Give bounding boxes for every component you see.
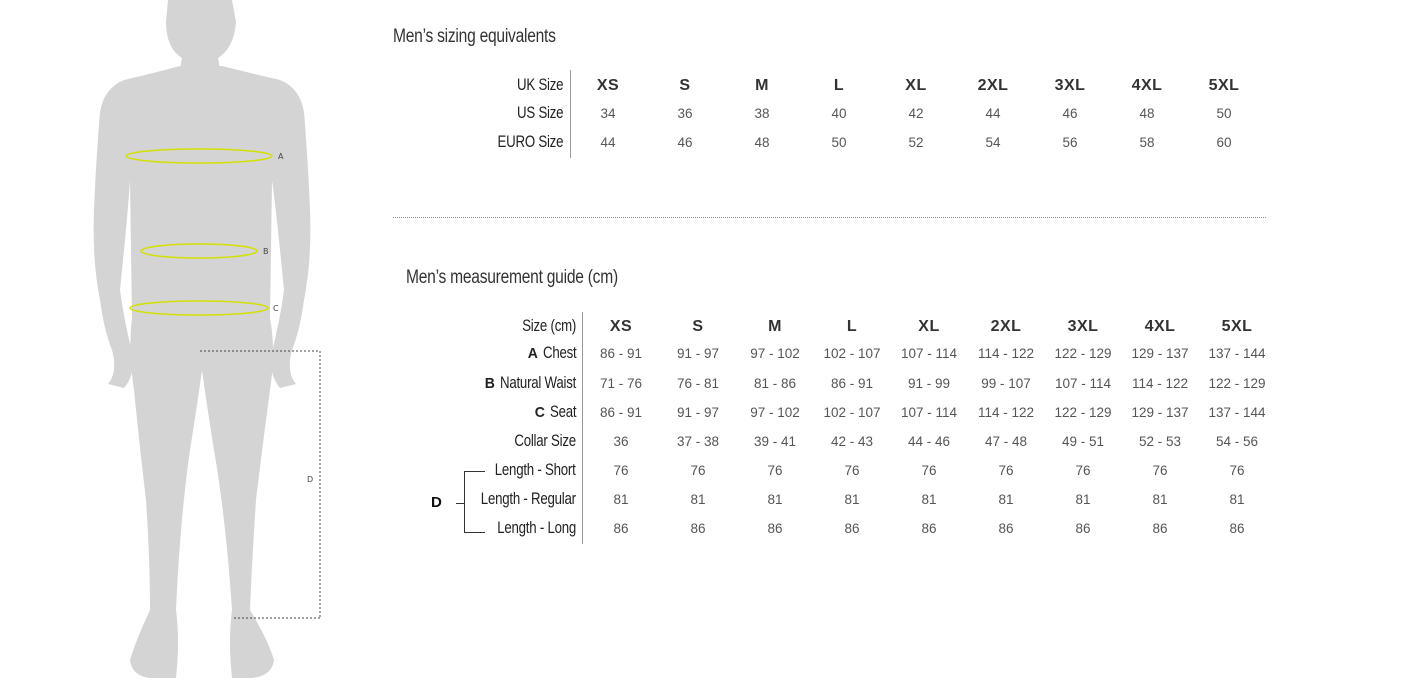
guide-size-header: L (846, 318, 858, 335)
guide-row-letter: B (484, 375, 495, 392)
guide-cell: 42 - 43 (830, 434, 874, 449)
guide-row-text: Seat (549, 402, 576, 421)
guide-row-text: Chest (542, 343, 576, 362)
guide-size-header: XL (918, 318, 940, 335)
guide-cell: 76 (690, 463, 706, 478)
equivalents-cell: 50 (831, 135, 847, 150)
guide-cell: 81 (844, 492, 860, 507)
guide-cell: 91 - 97 (676, 346, 720, 361)
guide-cell: 102 - 107 (823, 405, 881, 420)
section-separator (393, 217, 1266, 218)
equivalents-size-header: 5XL (1208, 77, 1240, 94)
marker-a: A (278, 152, 284, 161)
guide-cell: 97 - 102 (750, 405, 800, 420)
guide-cell: 107 - 114 (900, 346, 958, 361)
equivalents-size-header: L (833, 77, 845, 94)
equivalents-size-header: XS (596, 77, 620, 94)
guide-cell: 86 - 91 (830, 376, 874, 391)
guide-cell: 81 (690, 492, 706, 507)
length-bracket-tick (456, 503, 464, 504)
guide-cell: 81 (767, 492, 783, 507)
guide-cell: 107 - 114 (900, 405, 958, 420)
guide-cell: 52 - 53 (1138, 434, 1182, 449)
guide-cell: 76 - 81 (676, 376, 720, 391)
guide-row-label (485, 373, 576, 393)
guide-size-header: M (768, 318, 782, 335)
guide-cell: 86 (690, 521, 706, 536)
guide-cell: 114 - 122 (977, 346, 1035, 361)
guide-cell: 76 (613, 463, 629, 478)
guide-cell: 107 - 114 (1054, 376, 1112, 391)
guide-cell: 76 (844, 463, 860, 478)
guide-row-label (514, 431, 576, 451)
equivalents-cell: 40 (831, 106, 847, 121)
guide-cell: 81 (921, 492, 937, 507)
sizing-equivalents-title: Men’s sizing equivalents (393, 26, 556, 47)
guide-row-text: Length - Short (495, 460, 576, 479)
guide-cell: 86 (998, 521, 1014, 536)
guide-cell: 86 (1229, 521, 1245, 536)
guide-cell: 122 - 129 (1054, 405, 1112, 420)
guide-cell: 47 - 48 (984, 434, 1028, 449)
equivalents-cell: 42 (908, 106, 924, 121)
guide-cell: 81 (1229, 492, 1245, 507)
equivalents-cell: 60 (1216, 135, 1232, 150)
guide-cell: 137 - 144 (1208, 346, 1266, 361)
measurement-guide-title: Men’s measurement guide (cm) (406, 267, 618, 288)
guide-size-header: 3XL (1067, 318, 1099, 335)
guide-cell: 114 - 122 (1131, 376, 1189, 391)
guide-row-label (481, 489, 576, 509)
equivalents-size-header: XL (905, 77, 927, 94)
guide-cell: 102 - 107 (823, 346, 881, 361)
guide-cell: 86 (1152, 521, 1168, 536)
guide-cell: 76 (998, 463, 1014, 478)
guide-row-label (495, 460, 576, 480)
guide-cell: 81 (613, 492, 629, 507)
guide-size-header: XS (609, 318, 633, 335)
guide-cell: 129 - 137 (1131, 346, 1189, 361)
guide-size-header: 2XL (990, 318, 1022, 335)
guide-cell: 97 - 102 (750, 346, 800, 361)
guide-cell: 36 (613, 434, 629, 449)
body-figure (0, 0, 345, 692)
guide-size-header: S (692, 318, 704, 335)
guide-row-label (497, 518, 576, 538)
guide-cell: 122 - 129 (1208, 376, 1266, 391)
equivalents-size-header: 4XL (1131, 77, 1163, 94)
length-bracket (464, 471, 485, 533)
equivalents-cell: 50 (1216, 106, 1232, 121)
equivalents-cell: 44 (985, 106, 1001, 121)
equivalents-size-header: S (679, 77, 691, 94)
guide-cell: 86 (844, 521, 860, 536)
marker-b: B (263, 247, 269, 256)
guide-cell: 49 - 51 (1061, 434, 1105, 449)
guide-row-text: Length - Long (497, 518, 576, 537)
guide-cell: 76 (921, 463, 937, 478)
guide-cell: 137 - 144 (1208, 405, 1266, 420)
equivalents-size-header: M (755, 77, 769, 94)
guide-cell: 76 (1229, 463, 1245, 478)
equivalents-cell: 58 (1139, 135, 1155, 150)
guide-cell: 86 (767, 521, 783, 536)
equivalents-cell: 46 (1062, 106, 1078, 121)
equivalents-cell: 44 (600, 135, 616, 150)
guide-cell: 81 (998, 492, 1014, 507)
guide-cell: 37 - 38 (676, 434, 720, 449)
guide-cell: 114 - 122 (977, 405, 1035, 420)
guide-cell: 129 - 137 (1131, 405, 1189, 420)
guide-cell: 76 (767, 463, 783, 478)
guide-row-text: Length - Regular (480, 489, 576, 508)
guide-row-label (528, 343, 576, 363)
equivalents-row-label: UK Size (516, 75, 563, 94)
guide-cell: 91 - 97 (676, 405, 720, 420)
guide-cell: 122 - 129 (1054, 346, 1112, 361)
equivalents-cell: 38 (754, 106, 770, 121)
equivalents-cell: 34 (600, 106, 616, 121)
guide-cell: 99 - 107 (981, 376, 1031, 391)
equivalents-row-label: US Size (516, 103, 563, 122)
guide-cell: 71 - 76 (599, 376, 643, 391)
equivalents-size-header: 3XL (1054, 77, 1086, 94)
guide-cell: 86 (1075, 521, 1091, 536)
guide-cell: 86 - 91 (599, 405, 643, 420)
guide-cell: 54 - 56 (1215, 434, 1259, 449)
guide-row-text: Natural Waist (499, 373, 576, 392)
marker-c: C (273, 304, 279, 313)
guide-cell: 91 - 99 (907, 376, 951, 391)
guide-cell: 86 - 91 (599, 346, 643, 361)
equivalents-cell: 56 (1062, 135, 1078, 150)
guide-cell: 39 - 41 (753, 434, 797, 449)
guide-cell: 81 (1152, 492, 1168, 507)
guide-cell: 81 (1075, 492, 1091, 507)
equivalents-cell: 52 (908, 135, 924, 150)
guide-size-header: 5XL (1221, 318, 1253, 335)
guide-row-letter: C (534, 404, 545, 421)
equivalents-cell: 54 (985, 135, 1001, 150)
guide-row-label (535, 402, 576, 422)
equivalents-size-header: 2XL (977, 77, 1009, 94)
equivalents-cell: 46 (677, 135, 693, 150)
guide-cell: 86 (613, 521, 629, 536)
guide-cell: 81 - 86 (753, 376, 797, 391)
silhouette-illustration (0, 0, 345, 692)
marker-d: D (307, 475, 314, 484)
guide-row-letter: A (527, 345, 538, 362)
guide-row-text: Collar Size (514, 431, 576, 450)
length-d-label: D (431, 494, 442, 511)
equivalents-cell: 48 (1139, 106, 1155, 121)
guide-cell: 44 - 46 (907, 434, 951, 449)
guide-size-header: 4XL (1144, 318, 1176, 335)
equivalents-cell: 36 (677, 106, 693, 121)
guide-cell: 76 (1075, 463, 1091, 478)
guide-header-label: Size (cm) (522, 316, 576, 335)
equivalents-row-label: EURO Size (497, 132, 563, 151)
guide-cell: 76 (1152, 463, 1168, 478)
equivalents-cell: 48 (754, 135, 770, 150)
guide-cell: 86 (921, 521, 937, 536)
